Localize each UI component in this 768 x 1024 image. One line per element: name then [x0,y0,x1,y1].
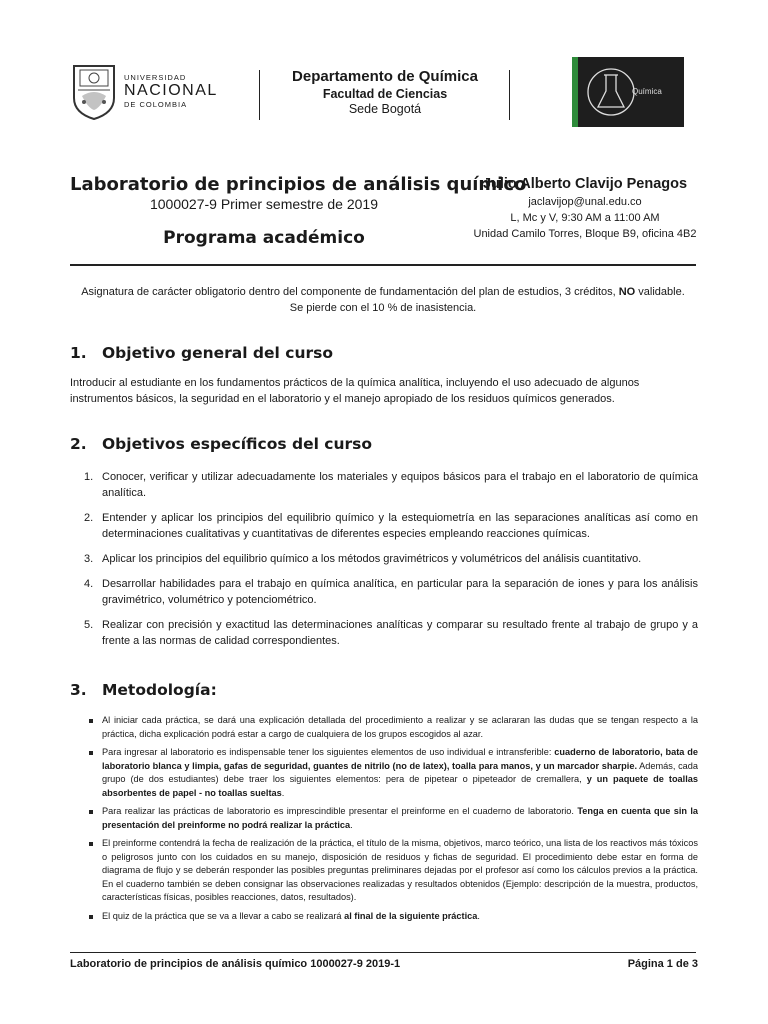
methodology-item-2-bold2: y un paquete de toallas absorbentes de papel - no toallas sueltas [102,774,698,798]
professor-block [470,176,700,240]
methodology-item-2-bold: cuaderno de laboratorio, bata de laboratorio blanca y limpia, gafas de seguridad, guantes de nitrilo (no de latex), toalla para manos, y un marcador sharpie. [102,747,698,771]
section-2-number: 2. [70,435,87,453]
methodology-item-2-text: Para ingresar al laboratorio es indispensable tener los siguientes elementos de uso individual e intransferible: [102,747,555,757]
title-divider [70,264,696,266]
list-item: 4. Desarrollar habilidades para el trabajo en química analítica, en particular para la separación de iones y para los análisis gravimétrico, volumétrico y potenciométrico. [84,578,698,606]
footer-divider [70,952,696,953]
bullet-square-icon [89,810,93,814]
methodology-item-1: Al iniciar cada práctica, se dará una explicación detallada del procedimiento a realizar y se aclararan las dudas que se tengan respecto a la práctica, dicha explicación podrá estar a cargo de cualquiera de los grupos escogidos al azar. [102,715,698,739]
header-divider-left [259,70,260,120]
course-intro [70,284,696,316]
faculty-name: Facultad de Ciencias [322,87,448,101]
section-2-title: Objetivos específicos del curso [102,435,373,453]
methodology-item-4: El preinforme contendrá la fecha de realización de la práctica, el título de la misma, objetivos, marco teórico, una lista de los reactivos más tóxicos o peligrosos junto con los cuidados en su manejo, disposición de residuos y fichas de seguridad. El procedimiento debe estar en forma de diagrama de flujo y se deberán responder las posibles preguntas preliminares dejadas por el profesor así como los cálculos previos a la práctica. En el cuaderno también se deben consignar las observaciones realizadas y resultados obtenidos (Ejemplo: descripción de la muestra, productos, características físicas, posibles reacciones, datos, resultados). [102,838,698,902]
professor-schedule: L, Mc y V, 9:30 AM a 11:00 AM [510,212,660,224]
bullet-square-icon [89,915,93,919]
department-name: Departamento de Química [292,68,478,85]
professor-name: Julio Alberto Clavijo Penagos [482,176,688,192]
intro-text-c: validable. [635,286,685,298]
flask-icon [586,65,636,119]
professor-office: Unidad Camilo Torres, Bloque B9, oficina 4B2 [473,228,697,240]
list-item: 1. Conocer, verificar y utilizar adecuadamente los materiales y equipos básicos para el trabajo en el laboratorio de química analítica. [84,471,698,499]
methodology-item-5-text: El quiz de la práctica que se va a llevar a cabo se realizará [102,910,345,921]
methodology-item-3-end: . [350,819,353,830]
bullet-square-icon [89,842,93,846]
bullet-square-icon [89,719,93,723]
list-item [70,746,698,800]
professor-email: jaclavijop@unal.edu.co [528,196,642,208]
list-item: 5. Realizar con precisión y exactitud las determinaciones analíticas y comparar su resultado frente al trabajo de grupo y a frente a las normas de calidad correspondientes. [84,619,698,647]
methodology-item-3-bold: Tenga en cuenta que sin la presentación del preinforme no podrá realizar la práctica [102,806,698,830]
page-number: Página 1 de 3 [627,958,698,970]
unal-logo [70,60,220,122]
objective-5: Realizar con precisión y exactitud las determinaciones analíticas y comparar su resultado frente al trabajo de grupo y a frente a las normas de calidad correspondientes. [102,619,698,647]
methodology-item-3-text: Para realizar las prácticas de laboratorio es imprescindible presentar el preinforme en el cuaderno de laboratorio. [102,806,578,816]
quimica-logo-label: Química [632,87,662,96]
methodology-item-5-end: . [477,910,480,921]
section-2-heading [70,435,372,453]
section-1-heading [70,344,333,362]
quimica-logo [572,57,684,127]
section-3-heading [70,681,217,699]
list-item [70,910,698,924]
section-3-title: Metodología: [102,681,217,699]
course-code: 1000027-9 Primer semestre de 2019 [149,196,379,212]
methodology-item-5-bold: al final de la siguiente práctica [344,910,478,921]
logo-line3: DE COLOMBIA [124,100,188,109]
objective-3: Aplicar los principios del equilibrio químico a los métodos gravimétricos y volumétricos del análisis cuantitativo. [102,553,642,565]
department-block [262,68,508,116]
objective-2: Entender y aplicar los principios del equilibrio químico y la estequiometría en las separaciones analíticas así como en determinaciones cualitativas y cuantitativas de diferentes especies empleando reacciones químicas. [102,512,698,540]
objective-4: Desarrollar habilidades para el trabajo en química analítica, en particular para la separación de iones y para los análisis gravimétrico, volumétrico y potenciométrico. [102,578,698,606]
methodology-item-2-text2: Además, cada grupo (de dos estudiantes) debe traer los siguientes elementos: pera de pipetear o pipeteador de cremallera, [102,760,699,784]
list-item [70,714,698,741]
logo-green-stripe [572,57,578,127]
list-item: 3. Aplicar los principios del equilibrio químico a los métodos gravimétricos y volumétricos del análisis cuantitativo. [84,553,642,565]
list-item: 2. Entender y aplicar los principios del equilibrio químico y la estequiometría en las separaciones analíticas así como en determinaciones cualitativas y cuantitativas de diferentes especies empleando reacciones químicas. [84,512,698,540]
objective-1: Conocer, verificar y utilizar adecuadamente los materiales y equipos básicos para el trabajo en el laboratorio de química analítica. [102,471,698,499]
campus-name: Sede Bogotá [348,102,422,116]
intro-text-a: Asignatura de carácter obligatorio dentro del componente de fundamentación del plan de estudios, 3 créditos, [81,286,619,298]
logo-line2: NACIONAL [124,82,218,99]
program-heading: Programa académico [163,228,365,248]
bullet-square-icon [89,751,93,755]
section-1-number: 1. [70,344,87,362]
unal-seal-icon [70,62,118,120]
specific-objectives-list [70,469,698,658]
header-divider-right [509,70,510,120]
list-item [70,805,698,832]
section-3-number: 3. [70,681,87,699]
methodology-item-2-end: . [281,787,285,798]
footer-course: Laboratorio de principios de análisis químico 1000027-9 2019-1 [70,958,401,970]
methodology-list [70,714,698,928]
course-title: Laboratorio de principios de análisis químico [70,174,527,195]
list-item [70,837,698,905]
logo-line1: UNIVERSIDAD [124,72,187,82]
intro-absence: Se pierde con el 10 % de inasistencia. [289,302,477,314]
section-1-body: Introducir al estudiante en los fundamentos prácticos de la química analítica, incluyendo el uso adecuado de algunos instrumentos básicos, la seguridad en el laboratorio y el manejo apropiado de los residuos químicos generados. [70,377,640,405]
intro-no: NO [618,286,636,298]
section-1-title: Objetivo general del curso [102,344,333,362]
